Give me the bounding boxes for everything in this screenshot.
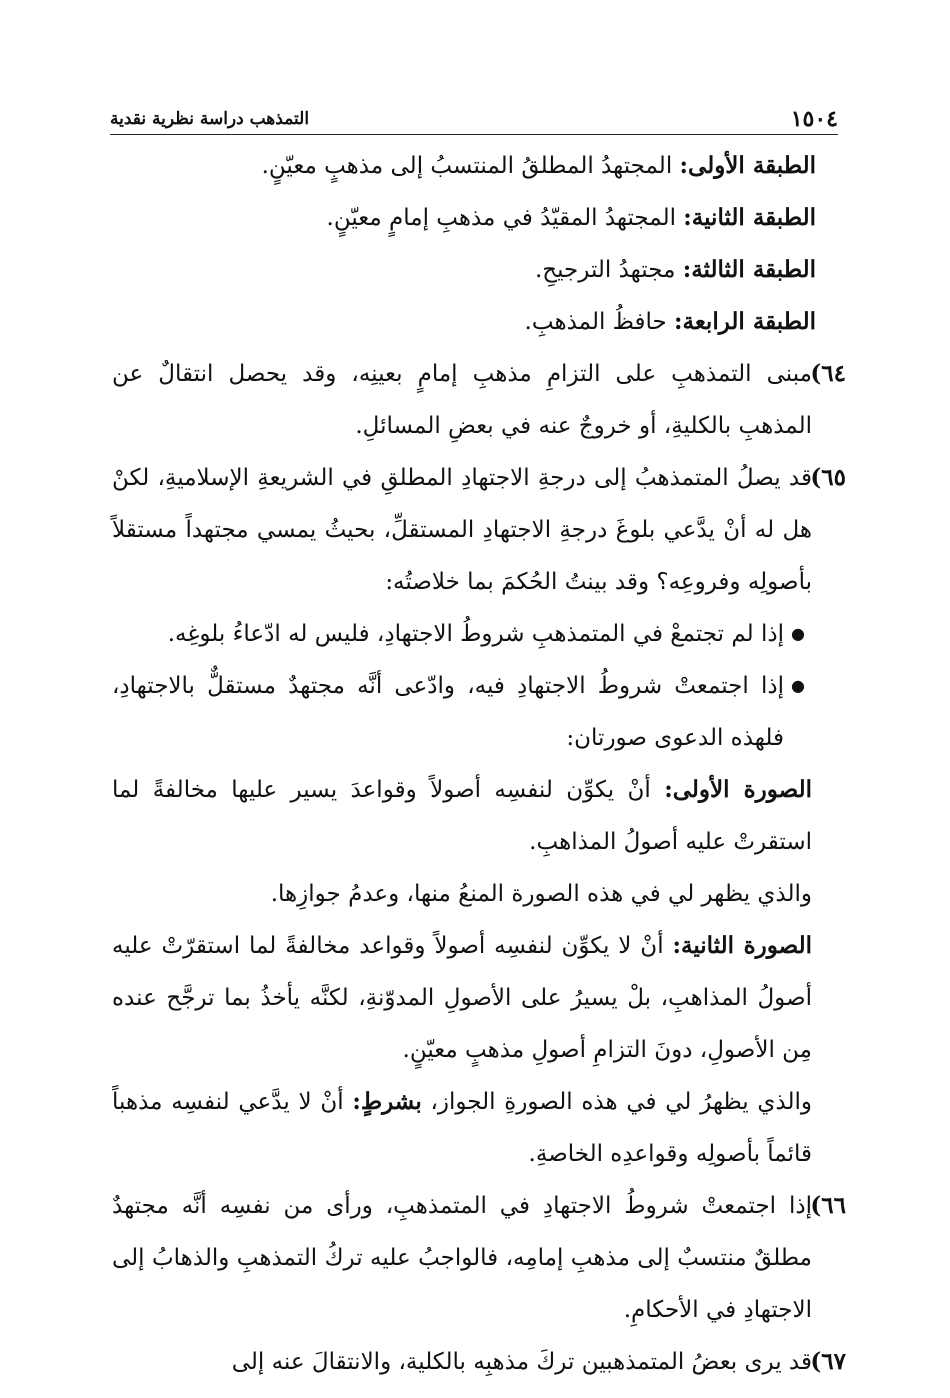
class-text-4: حافظُ المذهبِ. [524,309,667,335]
form-1 [112,764,812,868]
form-2-opinion [112,1076,812,1180]
bullet-item-2 [112,660,812,764]
page-header [110,100,838,135]
class-line-4 [112,296,816,348]
form-2-text: أنْ لا يكوِّن لنفسِه أصولاً وقواعد مخالفةً لما استقرّتْ عليه أصولُ المذاهبِ، بلْ يسيرُ على الأصولِ المدوّنةِ، لكنَّه يأخذُ بما ترجَّح عنده مِن الأصولِ، دونَ التزامِ أصولِ مذهبٍ معيّنٍ. [112,933,812,1063]
running-title: التمذهب دراسة نظرية نقدية [110,109,310,129]
class-label-2: الطبقة الثانية: [683,204,816,231]
class-label-3: الطبقة الثالثة: [682,256,816,283]
note-text-65: قد يصلُ المتمذهبُ إلى درجةِ الاجتهادِ المطلقِ في الشريعةِ الإسلاميةِ، لكنْ هل له أنْ يدَّعي بلوغَ درجةِ الاجتهادِ المستقلِّ، بحيثُ يمسي مجتهداً مستقلاً بأصولِه وفروعِه؟ وقد بينتُ الحُكمَ بما خلاصتُه: [112,465,812,595]
note-number-67: ٦٧) [810,1348,846,1375]
form-2-opinion-b: أنْ لا يدَّعي لنفسِه مذهباً قائماً بأصولِه وقواعدِه الخاصةِ. [112,1089,812,1167]
note-number-66: ٦٦) [810,1192,846,1219]
note-body-65 [112,452,812,1180]
note-66 [112,1180,846,1336]
form-2-condition: بشرطٍ: [352,1088,422,1115]
note-67 [112,1336,846,1388]
form-1-label: الصورة الأولى: [664,776,812,803]
note-64 [112,348,846,452]
class-line-3 [112,244,816,296]
note-text-66: إذا اجتمعتْ شروطُ الاجتهادِ في المتمذهبِ، ورأى من نفسِه أنَّه مجتهدٌ مطلقٌ منتسبٌ إلى مذهبِ إمامِه، فالواجبُ عليه تركُ التمذهبِ والذهابُ إلى الاجتهادِ في الأحكامِ. [112,1193,812,1323]
form-2 [112,920,812,1076]
page-number: ١٥٠٤ [790,106,838,132]
class-label-1: الطبقة الأولى: [679,152,816,179]
bullet-text-1: إذا لم تجتمعْ في المتمذهبِ شروطُ الاجتهادِ، فليس له ادّعاءُ بلوغِه. [167,621,784,647]
note-number-64: ٦٤) [810,360,846,387]
form-1-text: أنْ يكوِّن لنفسِه أصولاً وقواعدَ يسير عليها مخالفةً لما استقرتْ عليه أصولُ المذاهبِ. [112,777,812,855]
note-text-67: قد يرى بعضُ المتمذهبين تركَ مذهبِه بالكلية، والانتقالَ عنه إلى [231,1349,812,1375]
class-line-1 [112,140,816,192]
bullet-text-2: إذا اجتمعتْ شروطُ الاجتهادِ فيه، وادّعى أنَّه مجتهدٌ مستقلٌّ بالاجتهادِ، فلهذه الدعوى صورتان: [112,673,784,751]
page-content [112,140,846,1388]
bullet-dot-icon: ● [791,624,805,643]
note-text-64: مبنى التمذهبِ على التزامِ مذهبِ إمامٍ بعينِه، وقد يحصل انتقالٌ عن المذهبِ بالكليةِ، أو خروجٌ عنه في بعضِ المسائلِ. [112,361,812,439]
class-text-2: المجتهدُ المقيّدُ في مذهبِ إمامٍ معيّنٍ. [326,205,676,231]
form-1-opinion: والذي يظهر لي في هذه الصورة المنعُ منها، وعدمُ جوازِها. [270,881,812,907]
form-2-opinion-a: والذي يظهرُ لي في هذه الصورةِ الجواز، [430,1089,813,1115]
bullet-item-1 [112,608,812,660]
class-label-4: الطبقة الرابعة: [674,308,816,335]
bullet-dot-icon: ● [791,676,805,695]
note-number-65: ٦٥) [810,464,846,491]
class-text-3: مجتهدُ الترجيحِ. [534,257,676,283]
class-text-1: المجتهدُ المطلقُ المنتسبُ إلى مذهبٍ معيّنٍ. [261,153,673,179]
note-65 [112,452,846,1180]
form-2-label: الصورة الثانية: [672,932,812,959]
class-line-2 [112,192,816,244]
